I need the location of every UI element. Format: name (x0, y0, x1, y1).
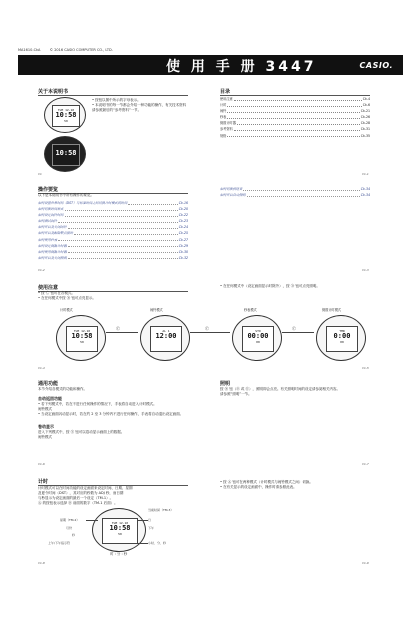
callout-right-3: 下午 (148, 526, 155, 530)
entry-title: 如何切换按钮音 (220, 187, 243, 191)
timekeeping-line-4: Ⓐ 的按钮表示选择 Ⓑ 前面的数字（TM-1 后面）。 (38, 501, 118, 506)
list-item[interactable] (220, 192, 370, 198)
list-item[interactable] (220, 133, 370, 139)
entry-title: 秒表 (220, 115, 227, 120)
dot-leader (227, 108, 359, 113)
mode-watch-alarm (140, 315, 190, 361)
watch-time: 10:58 (109, 524, 131, 533)
page-number: Ck-5 (362, 366, 369, 370)
dot-leader (128, 200, 177, 205)
page-number: Ck-6 (38, 462, 45, 466)
about-bullet-3: 请参照最后的“参考资料”一节。 (92, 108, 142, 113)
entry-page: Ck-22 (178, 213, 188, 218)
sub-scrolling: 卷动显示 (38, 424, 54, 429)
header (18, 48, 121, 52)
mode-watch-stopwatch (232, 315, 282, 361)
dot-leader (227, 133, 359, 138)
entry-page: Ck-34 (360, 193, 370, 198)
entry-page: Ck-21 (360, 109, 370, 114)
callout-left-2: 月份 (66, 526, 73, 530)
entry-page: Ck-28 (360, 121, 370, 126)
entry-page: Ck-20 (178, 207, 188, 212)
mode-label-timer: 倒数计时模式 (322, 308, 342, 312)
section-about: 关于本说明书 (38, 89, 69, 95)
page10-bullet-1: • 按 Ⓐ 钮可在两种模式（计时模式与闹铃模式之间）切换。 (220, 480, 313, 484)
section-general-guide: 使用注意 (38, 285, 59, 291)
page-number: Ck-9 (362, 561, 369, 565)
watch-diagram-a (44, 97, 86, 133)
section-contents: 目录 (220, 89, 231, 95)
mode-watch-timer (316, 315, 366, 361)
table-of-contents (220, 96, 370, 139)
dot-leader (234, 126, 360, 131)
operation-links-cont (220, 186, 370, 198)
rule (38, 95, 188, 96)
watch-top: AL 1 (162, 328, 170, 333)
entry-title: 如何开启及解除整点报时 (38, 231, 74, 236)
dot-leader (58, 237, 178, 242)
entry-title: 如何开启自动照明 (220, 193, 246, 198)
watch-sec: 50 (64, 119, 68, 124)
illumination-text (220, 387, 380, 397)
mode-label-alarm: 闹铃模式 (150, 308, 163, 312)
operation-links (38, 200, 188, 261)
illumination-line-2: 请参照“照明”一节。 (220, 392, 252, 397)
modes-bullet-2: • 在任何模式中按 Ⓑ 钮可点亮显示。 (38, 296, 96, 301)
dot-leader (68, 243, 178, 248)
entry-page: Ck-29 (178, 243, 188, 248)
watch-top: STO (255, 328, 261, 333)
watch-time: 10:58 (71, 331, 93, 340)
button-c-label: Ⓒ (116, 326, 120, 331)
dot-leader (65, 206, 178, 211)
section-operation-index: 操作要览 (38, 187, 59, 193)
manual-title: 使 用 手 册 3447 (166, 59, 317, 75)
page-number: Ck-1 (362, 172, 369, 176)
entry-title: 如何使用秒表 (38, 237, 58, 242)
copyright: © 2016 CASIO COMPUTER CO., LTD. (49, 48, 113, 52)
page-number: Ck-2 (38, 268, 45, 272)
page-number: Ck (38, 172, 42, 176)
modes-text (38, 291, 96, 301)
section-timekeeping: 计时 (38, 479, 49, 485)
entry-page: Ck-35 (360, 133, 370, 138)
callout-line (86, 520, 98, 521)
mode-watch-timekeeping (56, 315, 106, 361)
doc-id: MA1610-CkA (18, 48, 41, 52)
timekeeping-line-2: 及夏令时间（DST），其对应的秒数为 ADJ 秒，而日期 (38, 491, 124, 496)
entry-title: 如何开启及关闭照明 (38, 255, 67, 260)
entry-title: 如何开启及关闭闹铃 (38, 225, 67, 230)
auto-return-text (38, 402, 188, 417)
time-format-label: 时 : 分 : 秒 (110, 552, 128, 556)
dot-leader (247, 192, 360, 197)
entry-page: Ck-26 (360, 115, 370, 120)
callout-line (138, 520, 148, 521)
mode-arrow (190, 332, 230, 333)
entry-title: 如何测试闹铃 (38, 219, 58, 224)
entry-title: 如何设定闹铃时间 (38, 213, 64, 218)
entry-page: Ck-34 (360, 187, 370, 191)
timekeeping-text (38, 486, 133, 506)
mode-label-stopwatch: 秒表模式 (244, 308, 257, 312)
auto-return-line-2: 闹铃模式 (38, 407, 52, 412)
entry-title: 规格 (220, 133, 227, 138)
scrolling-text (38, 430, 124, 440)
entry-page: Ck-30 (178, 249, 188, 254)
watch-time: 12:00 (155, 331, 177, 340)
mode-arrow (106, 332, 138, 333)
operation-intro: 以下是本说明书中所有操作的要览。 (38, 193, 94, 197)
button-c-label: Ⓒ (292, 326, 296, 331)
dot-leader (68, 255, 178, 260)
entry-title: 倒数计时器 (220, 121, 236, 126)
dot-leader (237, 120, 360, 125)
timekeeping-line-1: 计时模式可以在时间功能的设定画面来设定时间、日期、星期 (38, 486, 133, 490)
entry-title: 如何设定倒数计时器 (38, 243, 67, 248)
watch-time: 00:00 (247, 331, 269, 340)
watch-face (52, 105, 80, 126)
entry-title: 计时 (220, 103, 227, 108)
callout-right-1: 当前时间（TM-3） (148, 508, 174, 512)
callout-left-4: 上午/下午指示符 (48, 541, 71, 545)
callout-right-4: 小时、分、秒 (148, 541, 167, 545)
callout-left-3: 秒 (72, 533, 76, 537)
scrolling-line-1: 进入下列模式中，按 Ⓔ 钮可以卷动显示画面上的数据。 (38, 430, 125, 434)
watch-time: 0:00 (333, 331, 351, 340)
dot-leader (243, 186, 359, 191)
modes-bullet-1: • 按 Ⓒ 钮可在各模式。 (38, 291, 75, 295)
watch-top: TUE 12-10 (57, 108, 75, 113)
about-bullet-1: • 按钮以图中所示的字母表示。 (92, 98, 141, 102)
page-number: Ck-3 (362, 268, 369, 272)
entry-title: 参考资料 (220, 127, 233, 132)
section-general-functions: 通用功能 (38, 381, 59, 387)
callout-right-2: 日 (148, 518, 152, 522)
entry-page: Ck-27 (178, 237, 188, 242)
page-number: Ck-7 (362, 462, 369, 466)
section-illumination: 照明 (220, 381, 231, 387)
dot-leader (65, 212, 178, 217)
dot-leader (227, 114, 359, 119)
auto-return-line-1: • 若下列模式中，若在不进行任何操作的情况下，手表将自动进入计时模式。 (38, 402, 157, 406)
entry-title: 如何切换时间格式 (38, 207, 64, 212)
dot-leader (58, 218, 178, 223)
watch-sec: 50 (80, 339, 84, 344)
watch-time: 10:58 (55, 111, 77, 120)
scrolling-line-2: 闹铃模式 (38, 435, 52, 440)
dot-leader (234, 96, 362, 101)
watch-sec: 50 (118, 532, 122, 537)
page-number: Ck-4 (38, 366, 45, 370)
watch-top: TUE 12-10 (73, 328, 91, 333)
entry-page: Ck-25 (178, 231, 188, 236)
entry-title: 使用注意 (220, 97, 233, 101)
dot-leader (74, 230, 178, 235)
entry-page: Ck-23 (178, 219, 188, 224)
general-intro: 本节介绍各模式的功能和操作。 (38, 387, 87, 391)
auto-return-line-3: • 当设定画面闪动显示时，若在约 2 至 3 分钟内不进行任何操作，手表将自动退出设定画面。 (38, 412, 184, 417)
page10-text (220, 480, 385, 490)
title-banner (18, 55, 403, 75)
list-item[interactable] (38, 255, 188, 261)
entry-title: 如何使用倒数计时器 (38, 249, 67, 254)
entry-page: Ck-4 (362, 97, 370, 101)
entry-page: Ck-32 (178, 255, 188, 260)
sub-auto-return: 自动返回功能 (38, 396, 62, 401)
entry-page: Ck-31 (360, 127, 370, 132)
entry-title: 闹铃 (220, 109, 227, 114)
watch-top: TUE 12-10 (111, 521, 129, 526)
dot-leader (68, 224, 178, 229)
watch-diagram-b (44, 136, 86, 172)
entry-page: Ck-16 (178, 201, 188, 205)
callout-left-1: 星期（TM-2） (60, 518, 80, 522)
mode-label-timekeeping: 计时模式 (60, 308, 73, 312)
illumination-line-1: 按 Ⓑ 钮（Ⓓ 或 Ⓔ），照明即会点亮。有关照明时间的设定请参阅相关内容。 (220, 387, 340, 391)
mode-arrow (282, 332, 314, 333)
watch-top: TMR (339, 328, 345, 333)
watch-sec: 00 (256, 339, 260, 344)
page-number: Ck-8 (38, 561, 45, 565)
dot-leader (68, 249, 178, 254)
timekeeping-watch-diagram (92, 508, 146, 552)
watch-time: 10:58 (55, 149, 77, 158)
timekeeping-line-3: 与秒显示为设定画面的最后一个设定（TM-1）。 (38, 496, 114, 501)
about-text (92, 98, 186, 113)
entry-page: Ck-24 (178, 225, 188, 230)
dot-leader (227, 102, 361, 107)
button-c-label: Ⓒ (205, 326, 209, 331)
entry-title: 如何设置世界时间（DST）与标准时间之间切换计时模式的时间 (38, 201, 128, 205)
watch-face-dark (52, 144, 80, 165)
about-bullet-2: • 本说明书的每一节都会介绍一种功能的操作，有关技术资料 (92, 103, 187, 108)
callout-line (138, 543, 148, 544)
page10-bullet-2: • 在有关显示的设定画面中，操作时请参照此表。 (220, 485, 297, 490)
casio-logo: CASIO. (359, 61, 393, 70)
entry-page: Ck-6 (362, 103, 370, 108)
page6-text: • 在任何模式中（设定画面显示时除外），按 Ⓓ 钮可点亮照明。 (220, 284, 320, 288)
watch-sec: 00 (340, 339, 344, 344)
